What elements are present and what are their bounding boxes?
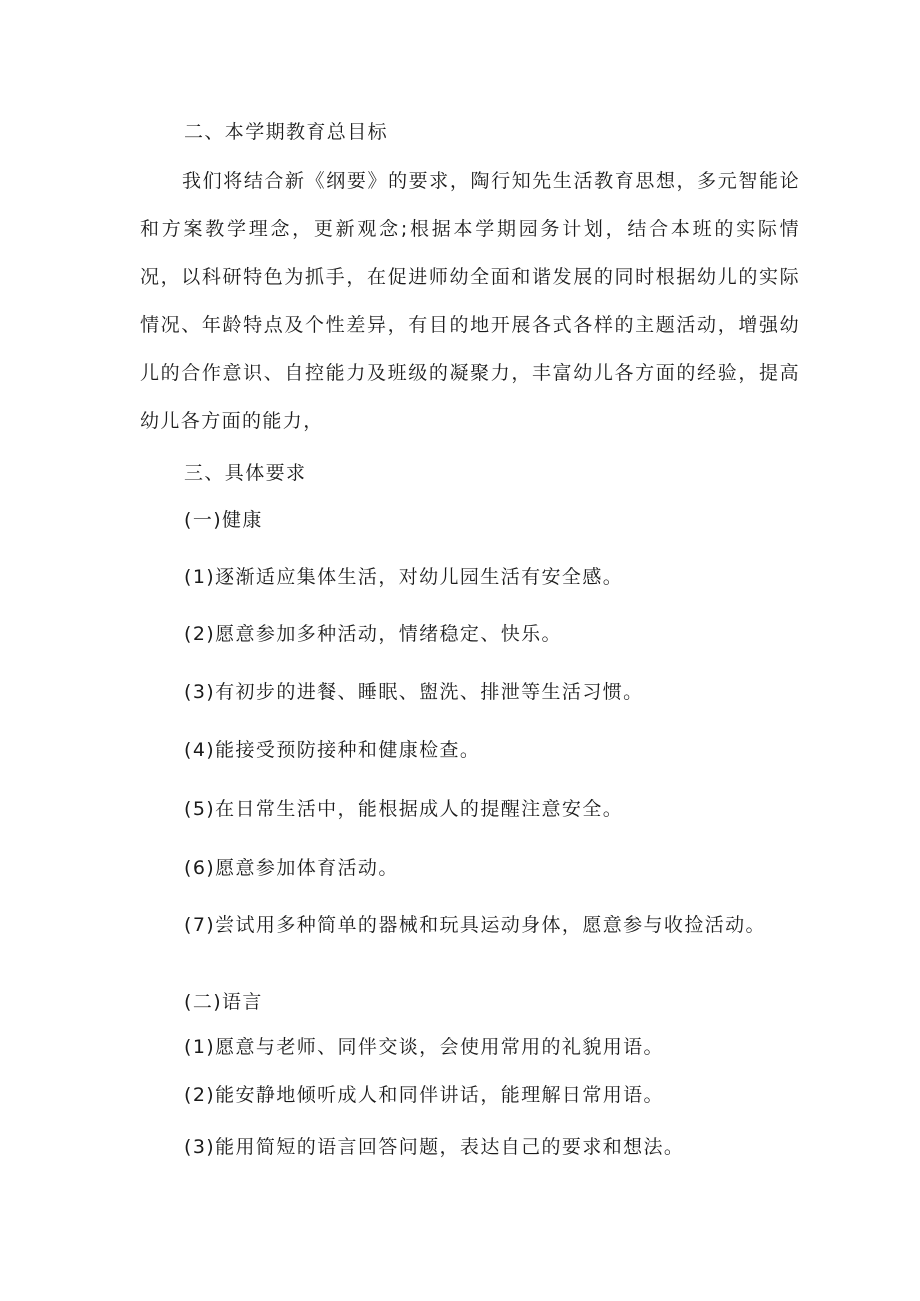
subsection-heading-health: (一)健康	[184, 509, 263, 531]
health-item: (5)在日常生活中，能根据成人的提醒注意安全。	[184, 798, 624, 820]
subsection-heading-language: (二)语言	[184, 991, 263, 1013]
health-item: (4)能接受预防接种和健康检查。	[184, 739, 481, 761]
goal-paragraph: 我们将结合新《纲要》的要求，陶行知先生活教育思想，多元智能论和方案教学理念，更新观念;根据本学期园务计划，结合本班的实际情况，以科研特色为抓手，在促进师幼全面和谐发展的同时根据幼儿的实际情况、年龄特点及个性差异，有目的地开展各式各样的主题活动，增强幼儿的合作意识、自控能力及班级的凝聚力，丰富幼儿各方面的经验，提高幼儿各方面的能力，	[140, 170, 800, 432]
section-heading: 二、本学期教育总目标	[184, 121, 389, 143]
health-item: (1)逐渐适应集体生活，对幼儿园生活有安全感。	[184, 566, 624, 588]
health-item: (7)尝试用多种简单的器械和玩具运动身体，愿意参与收捡活动。	[184, 914, 766, 936]
language-item: (2)能安静地倾听成人和同伴讲话，能理解日常用语。	[184, 1084, 664, 1106]
health-item: (6)愿意参加体育活动。	[184, 857, 399, 879]
health-item: (2)愿意参加多种活动，情绪稳定、快乐。	[184, 623, 562, 645]
language-item: (1)愿意与老师、同伴交谈，会使用常用的礼貌用语。	[184, 1036, 664, 1058]
language-item: (3)能用简短的语言回答问题，表达自己的要求和想法。	[184, 1136, 685, 1158]
section-heading: 三、具体要求	[184, 462, 307, 484]
health-item: (3)有初步的进餐、睡眠、盥洗、排泄等生活习惯。	[184, 681, 644, 703]
